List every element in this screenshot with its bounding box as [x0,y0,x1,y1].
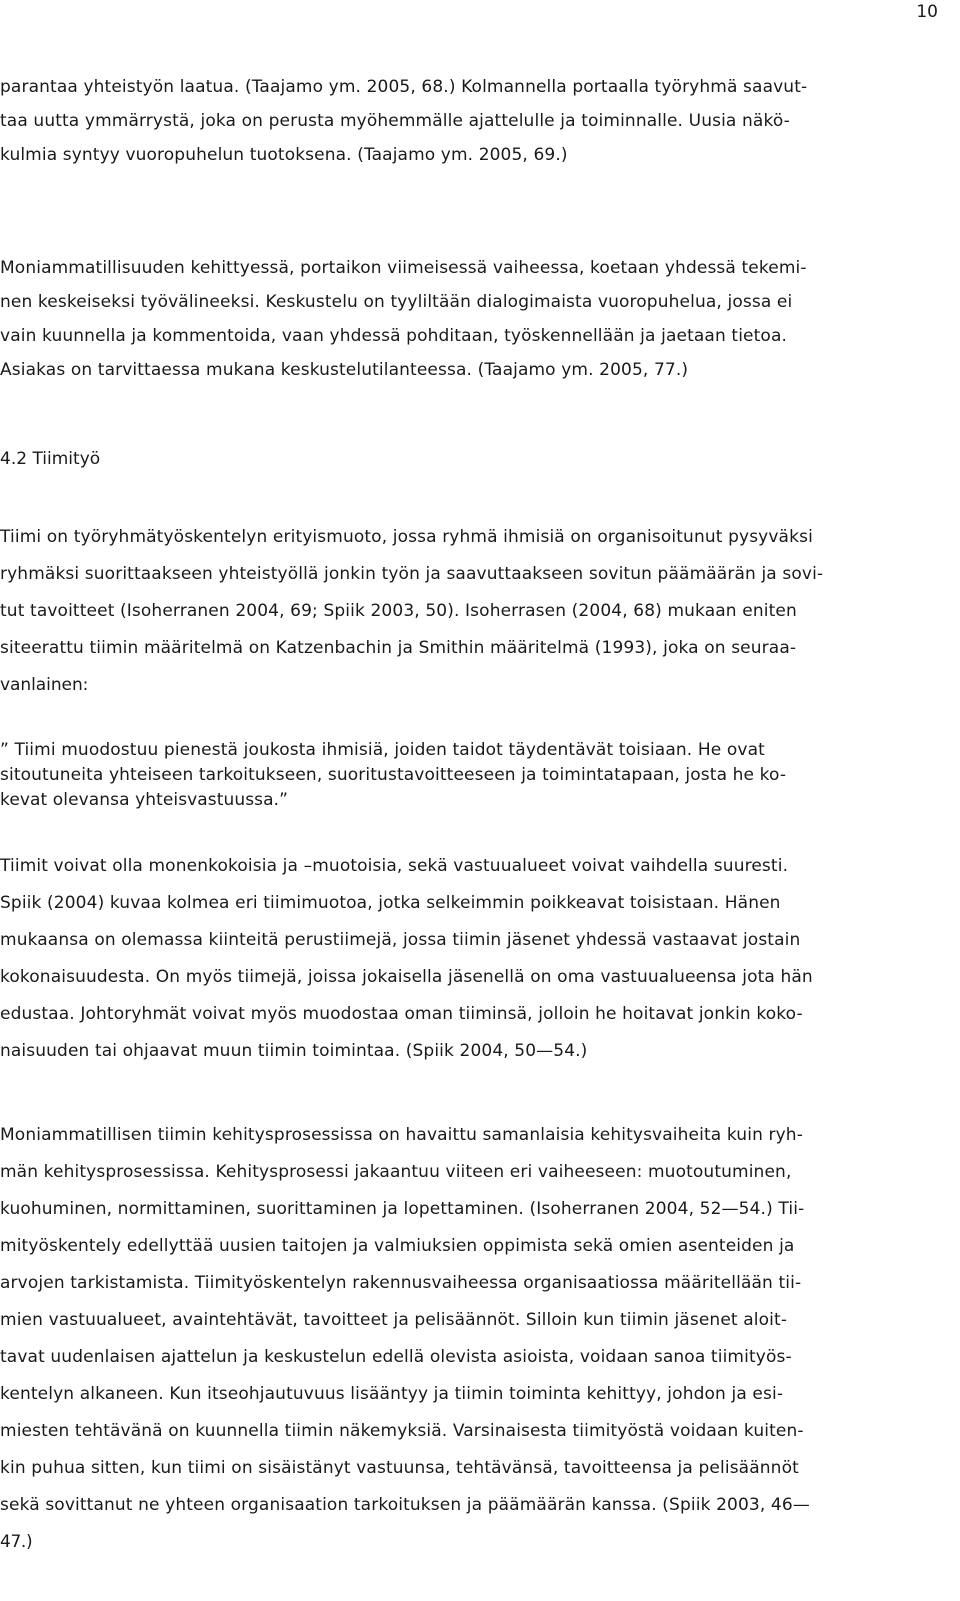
text-line: miesten tehtävänä on kuunnella tiimin näkemyksiä. Varsinaisesta tiimityöstä voidaan kuiten- [0,1421,804,1441]
text-line: edustaa. Johtoryhmät voivat myös muodostaa oman tiiminsä, jolloin he hoitavat jonkin koko- [0,1004,803,1024]
text-line: Asiakas on tarvittaessa mukana keskustelutilanteessa. (Taajamo ym. 2005, 77.) [0,360,689,380]
paragraph-tiimi-definition [0,519,940,704]
text-line: tavat uudenlaisen ajattelun ja keskustelun edellä olevista asioista, voidaan sanoa tiimityös- [0,1347,792,1367]
text-line: taa uutta ymmärrystä, joka on perusta myöhemmälle ajattelulle ja toiminnalle. Uusia näkö- [0,111,790,131]
text-line: Moniammatillisuuden kehittyessä, portaikon viimeisessä vaiheessa, koetaan yhdessä tekemi- [0,258,807,278]
text-line: parantaa yhteistyön laatua. (Taajamo ym. 2005, 68.) Kolmannella portaalla työryhmä saavut- [0,77,808,97]
text-line: kuohuminen, normittaminen, suorittaminen ja lopettaminen. (Isoherranen 2004, 52—54.) Tii- [0,1199,805,1219]
text-line: Tiimit voivat olla monenkokoisia ja –muotoisia, sekä vastuualueet voivat vaihdella suuresti. [0,856,789,876]
text-line: vanlainen: [0,675,89,695]
paragraph-intro [0,70,940,172]
text-line: mukaansa on olemassa kiinteitä perustiimejä, jossa tiimin jäsenet yhdessä vastaavat jostain [0,930,801,950]
text-line: män kehitysprosessissa. Kehitysprosessi jakaantuu viiteen eri vaiheeseen: muotoutuminen, [0,1162,792,1182]
text-line: kulmia syntyy vuoropuhelun tuotoksena. (Taajamo ym. 2005, 69.) [0,145,568,165]
paragraph-tiimimuodot [0,848,940,1070]
text-line: siteerattu tiimin määritelmä on Katzenbachin ja Smithin määritelmä (1993), joka on seuraa- [0,638,797,658]
text-line: nen keskeiseksi työvälineeksi. Keskustelu on tyyliltään dialogimaista vuoropuhelua, jossa ei [0,292,793,312]
text-line: Moniammatillisen tiimin kehitysprosessissa on havaittu samanlaisia kehitysvaiheita kuin ryh- [0,1125,803,1145]
text-line: sekä sovittanut ne yhteen organisaation tarkoituksen ja päämäärän kanssa. (Spiik 2003, 46— [0,1495,810,1515]
quote-line: kevat olevansa yhteisvastuussa.” [0,790,288,810]
quote-line: sitoutuneita yhteiseen tarkoitukseen, suoritustavoitteeseen ja toimintatapaan, josta he ko- [0,765,787,785]
section-heading: 4.2 Tiimityö [0,449,101,469]
text-line: kin puhua sitten, kun tiimi on sisäistänyt vastuunsa, tehtävänsä, tavoitteensa ja pelisäännöt [0,1458,799,1478]
text-line: 47.) [0,1532,33,1552]
text-line: ryhmäksi suorittaakseen yhteistyöllä jonkin työn ja saavuttaakseen sovitun päämäärän ja sovi- [0,564,824,584]
text-line: kokonaisuudesta. On myös tiimejä, joissa jokaisella jäsenellä on oma vastuualueensa jota hän [0,967,813,987]
text-line: Spiik (2004) kuvaa kolmea eri tiimimuotoa, jotka selkeimmin poikkeavat toisistaan. Hänen [0,893,781,913]
page-number: 10 [916,2,938,22]
text-line: Tiimi on työryhmätyöskentelyn erityismuoto, jossa ryhmä ihmisiä on organisoitunut pysyväksi [0,527,813,547]
text-line: kentelyn alkaneen. Kun itseohjautuvuus lisääntyy ja tiimin toiminta kehittyy, johdon ja esi- [0,1384,784,1404]
quote-line: ” Tiimi muodostuu pienestä joukosta ihmisiä, joiden taidot täydentävät toisiaan. He ovat [0,740,765,760]
text-line: mityöskentely edellyttää uusien taitojen ja valmiuksien oppimista sekä omien asenteiden ja [0,1236,795,1256]
text-line: tut tavoitteet (Isoherranen 2004, 69; Spiik 2003, 50). Isoherrasen (2004, 68) mukaan eniten [0,601,797,621]
block-quote [0,738,940,813]
paragraph-kehitysprosessi [0,1117,940,1561]
text-line: vain kuunnella ja kommentoida, vaan yhdessä pohditaan, työskennellään ja jaetaan tietoa. [0,326,788,346]
text-line: mien vastuualueet, avaintehtävät, tavoitteet ja pelisäännöt. Silloin kun tiimin jäsenet aloit- [0,1310,788,1330]
text-line: arvojen tarkistamista. Tiimityöskentelyn rakennusvaiheessa organisaatiossa määritellään tii- [0,1273,802,1293]
text-line: naisuuden tai ohjaavat muun tiimin toimintaa. (Spiik 2004, 50—54.) [0,1041,588,1061]
paragraph-moniammatillisuus [0,251,940,387]
